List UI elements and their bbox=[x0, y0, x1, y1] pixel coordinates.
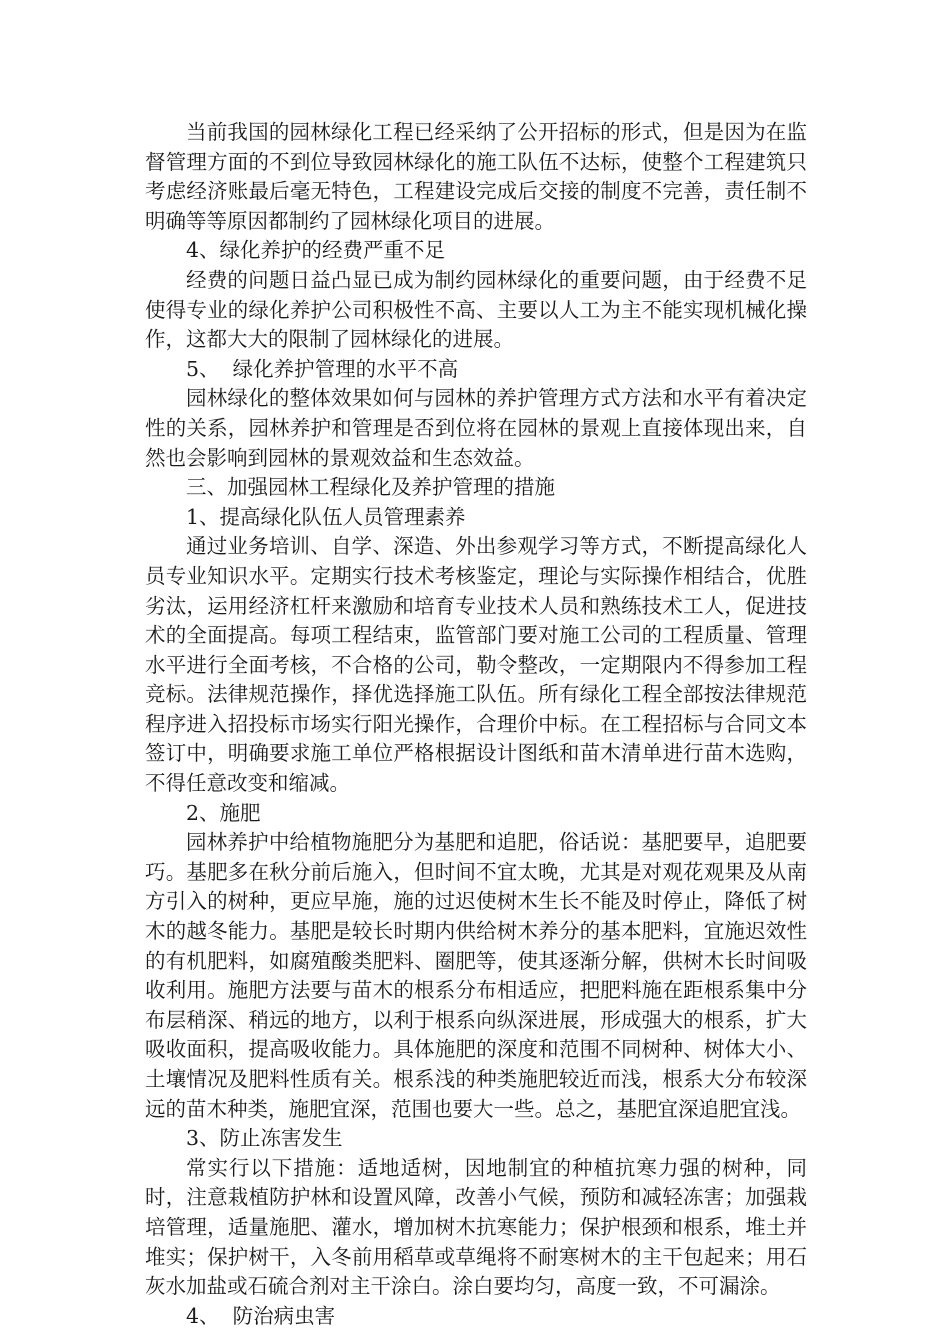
section-heading: 5、 绿化养护管理的水平不高 bbox=[186, 356, 459, 381]
document-body bbox=[145, 118, 807, 1331]
paragraph: 常实行以下措施：适地适树，因地制宜的种植抗寒力强的树种，同时，注意栽植防护林和设置风障，改善小气候，预防和减轻冻害；加强栽培管理，适量施肥、灌水，增加树木抗寒能力；保护根颈和根系，堆土并堆实；保护树干，入冬前用稻草或草绳将不耐寒树木的主干包起来；用石灰水加盐或石硫合剂对主干涂白。涂白要均匀，高度一致，不可漏涂。 bbox=[145, 1155, 807, 1299]
paragraph: 通过业务培训、自学、深造、外出参观学习等方式，不断提高绿化人员专业知识水平。定期实行技术考核鉴定，理论与实际操作相结合，优胜劣汰，运用经济杠杆来激励和培育专业技术人员和熟练技术工人，促进技术的全面提高。每项工程结束，监管部门要对施工公司的工程质量、管理水平进行全面考核，不合格的公司，勒令整改，一定期限内不得参加工程竞标。法律规范操作，择优选择施工队伍。所有绿化工程全部按法律规范程序进入招投标市场实行阳光操作，合理价中标。在工程招标与合同文本签订中，明确要求施工单位严格根据设计图纸和苗木清单进行苗木选购，不得任意改变和缩减。 bbox=[145, 534, 807, 796]
paragraph: 当前我国的园林绿化工程已经采纳了公开招标的形式，但是因为在监督管理方面的不到位导致园林绿化的施工队伍不达标，使整个工程建筑只考虑经济账最后毫无特色，工程建设完成后交接的制度不完善，责任制不明确等等原因都制约了园林绿化项目的进展。 bbox=[145, 120, 807, 233]
paragraph: 园林绿化的整体效果如何与园林的养护管理方式方法和水平有着决定性的关系，园林养护和管理是否到位将在园林的景观上直接体现出来，自然也会影响到园林的景观效益和生态效益。 bbox=[145, 386, 807, 470]
section-heading: 1、提高绿化队伍人员管理素养 bbox=[186, 504, 466, 529]
section-heading: 4、 防治病虫害 bbox=[186, 1303, 336, 1328]
paragraph: 园林养护中给植物施肥分为基肥和追肥，俗话说：基肥要早，追肥要巧。基肥多在秋分前后施入，但时间不宜太晚，尤其是对观花观果及从南方引入的树种，更应早施，施的过迟使树木生长不能及时停止，降低了树木的越冬能力。基肥是较长时期内供给树木养分的基本肥料，宜施迟效性的有机肥料，如腐殖酸类肥料、圈肥等，使其逐渐分解，供树木长时间吸收利用。施肥方法要与苗木的根系分布相适应，把肥料施在距根系集中分布层稍深、稍远的地方，以利于根系向纵深进展，形成强大的根系，扩大吸收面积，提高吸收能力。具体施肥的深度和范围不同树种、树体大小、土壤情况及肥料性质有关。根系浅的种类施肥较近而浅，根系大分布较深远的苗木种类，施肥宜深，范围也要大一些。总之，基肥宜深追肥宜浅。 bbox=[145, 830, 807, 1121]
section-heading: 4、绿化养护的经费严重不足 bbox=[186, 238, 446, 263]
section-heading: 2、施肥 bbox=[186, 800, 261, 825]
section-heading: 3、防止冻害发生 bbox=[186, 1126, 343, 1151]
paragraph: 经费的问题日益凸显已成为制约园林绿化的重要问题，由于经费不足使得专业的绿化养护公司积极性不高、主要以人工为主不能实现机械化操作，这都大大的限制了园林绿化的进展。 bbox=[145, 267, 807, 352]
section-heading: 三、加强园林工程绿化及养护管理的措施 bbox=[186, 475, 555, 500]
